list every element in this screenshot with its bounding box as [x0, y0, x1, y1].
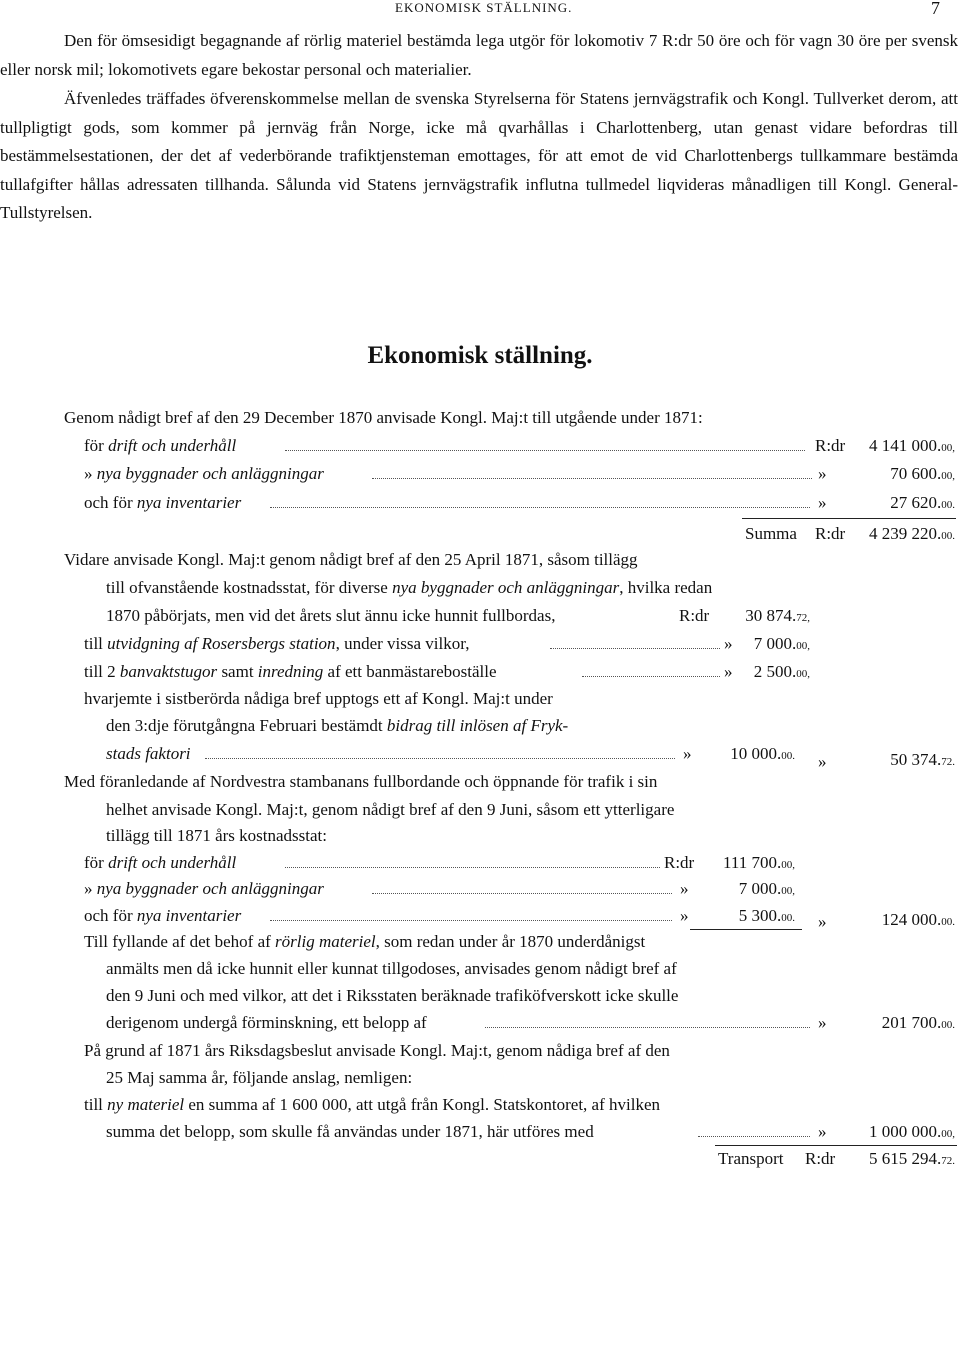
riksdag-line-1: På grund af 1871 års Riksdagsbeslut anvisade Kongl. Maj:t, genom nådiga bref af den — [84, 1041, 670, 1060]
sum-rule — [742, 518, 956, 519]
currency-mark: R:dr — [664, 853, 695, 872]
dot-leader — [270, 920, 672, 921]
april-grant-rosersberg: till utvidgning af Rosersbergs station, under vissa vilkor, » 7 000.00, — [84, 634, 810, 653]
amount: 5 300.00. — [738, 906, 795, 925]
currency-mark: R:dr — [805, 1149, 836, 1168]
amount: 4 141 000.00, — [869, 436, 955, 455]
dot-leader — [550, 648, 720, 649]
dot-leader — [698, 1136, 810, 1137]
grant-intro-text: Genom nådigt bref af den 29 December 1870 anvisade Kongl. Maj:t till utgående under 1871: — [64, 408, 703, 427]
dot-leader — [485, 1027, 810, 1028]
ditto-mark: » — [680, 879, 689, 898]
amount: 5 615 294.72. — [869, 1149, 955, 1168]
riksdag-line-2: 25 Maj samma år, följande anslag, nemligen: — [106, 1068, 413, 1087]
total-amount: 124 000.00. — [881, 910, 955, 929]
april-grant-frykstad: stads faktori » 10 000.00. » 50 374.72. — [106, 744, 955, 771]
riksdag-line-4: summa det belopp, som skulle få användas under 1871, här utföres med » 1 000 000.00, — [106, 1122, 955, 1141]
row-item-label: drift och underhåll — [108, 436, 237, 455]
grant-row-drift — [0, 436, 960, 462]
page-header — [0, 0, 960, 24]
currency-mark: R:dr — [679, 606, 710, 625]
ditto-mark: » — [724, 634, 733, 653]
ditto-mark: » — [818, 1013, 827, 1032]
row-prefix: för — [84, 436, 109, 455]
northwest-row-inventory: och för nya inventarier » 5 300.00. » 124 000.00. — [84, 906, 955, 931]
row-prefix: » — [84, 464, 97, 483]
grant-row-inventory — [0, 493, 960, 519]
paragraph-rolling-stock-lease: Den för ömsesidigt begagnande af rörlig materiel bestämda lega utgör för lokomotiv 7 R:dr 50 öre och för vagn 30 öre per svensk eller norsk mil; lokomotivets egare bekostar personal och materialier. — [0, 31, 958, 79]
dot-leader — [372, 478, 812, 479]
currency-mark: R:dr — [815, 436, 846, 455]
total-amount: 201 700.00. — [881, 1013, 955, 1032]
row-item-label: nya byggnader och anläggningar — [96, 464, 324, 483]
currency-mark: R:dr — [815, 524, 846, 543]
northwest-row-buildings: » nya byggnader och anläggningar » 7 000.00, — [84, 879, 795, 898]
ditto-mark: » — [680, 906, 689, 925]
sub-rule — [690, 929, 802, 930]
transport-row — [0, 1149, 960, 1175]
paragraph-customs-agreement: Äfvenledes träffades öfverenskommelse mellan de svenska Styrelserna för Statens jernvägstrafik och Kongl. Tullverket derom, att tullpligtigt gods, som kommer på jernväg från Norge, icke må qvarhållas i Charlottenberg, utan genast vidare befordras till bestämmelsestationen, der det af vederbörande trafiktjensteman emottages, för att emot de vid Charlottenbergs tullkammare bestämda tullafgifter hållas adressaten tillhanda. Sålunda vid Statens jernvägstrafik influtna tullmedel liqvideras månadligen till Kongl. General-Tullstyrelsen. — [0, 89, 958, 222]
april-grant-line-2: till ofvanstående kostnadsstat, för diverse nya byggnader och anläggningar, hvilka redan — [106, 578, 713, 597]
rolling-stock-line-3: den 9 Juni och med vilkor, att det i Riksstaten beräknade trafiköfverskott icke skulle — [106, 986, 679, 1005]
riksdag-line-3: till ny materiel en summa af 1 600 000, att utgå från Kongl. Statskontoret, af hvilken — [84, 1095, 661, 1114]
dot-leader — [205, 758, 675, 759]
amount: 10 000.00. — [730, 744, 795, 763]
amount: 27 620.00. — [890, 493, 955, 512]
ditto-mark: » — [683, 744, 692, 763]
northwest-line-3: tillägg till 1871 års kostnadsstat: — [106, 826, 327, 845]
grant-intro-line — [0, 408, 960, 434]
dot-leader — [285, 450, 805, 451]
april-grant-line-3: 1870 påbörjats, men vid det årets slut ännu icke hunnit fullbordas, R:dr 30 874.72, — [106, 606, 810, 625]
ditto-mark: » — [818, 493, 827, 512]
rolling-stock-line-1: Till fyllande af det behof af rörlig materiel, som redan under år 1870 underdånigst — [84, 932, 646, 951]
ditto-mark: » — [724, 662, 733, 681]
northwest-row-drift: för drift och underhåll R:dr 111 700.00, — [84, 853, 795, 872]
rolling-stock-line-4: derigenom undergå förminskning, ett belopp af » 201 700.00. — [106, 1013, 955, 1032]
amount: 70 600.00, — [890, 464, 955, 483]
amount: 111 700.00, — [723, 853, 795, 872]
dot-leader — [372, 893, 672, 894]
dot-leader — [270, 507, 810, 508]
ditto-mark: » — [818, 464, 827, 483]
april-grant-banvakt: till 2 banvaktstugor samt inredning af ett banmästareboställe » 2 500.00, — [84, 662, 810, 681]
amount: 4 239 220.00. — [869, 524, 955, 543]
total-amount: 1 000 000.00, — [869, 1122, 955, 1141]
transport-rule — [715, 1145, 957, 1146]
summa-label: Summa — [745, 524, 797, 543]
transport-label: Transport — [718, 1149, 784, 1168]
ditto-mark: » — [818, 912, 827, 931]
running-head: EKONOMISK STÄLLNING. — [395, 0, 573, 15]
rolling-stock-line-2: anmälts men då icke hunnit eller kunnat tillgodoses, anvisades genom nådigt bref af — [106, 959, 677, 978]
april-grant-line-7: den 3:dje förutgångna Februari bestämdt bidrag till inlösen af Fryk- — [106, 716, 569, 735]
ditto-mark: » — [818, 1122, 827, 1141]
amount: 2 500.00, — [753, 662, 810, 681]
grant-row-buildings — [0, 464, 960, 490]
total-amount: 50 374.72. — [890, 750, 955, 769]
section-title: Ekonomisk ställning. — [367, 342, 593, 369]
april-grant-line-1: Vidare anvisade Kongl. Maj:t genom nådigt bref af den 25 April 1871, såsom tillägg — [64, 550, 638, 569]
dot-leader — [582, 676, 720, 677]
amount: 7 000.00, — [738, 879, 795, 898]
dot-leader — [285, 867, 660, 868]
row-prefix: och för — [84, 493, 137, 512]
amount: 7 000.00, — [753, 634, 810, 653]
row-item-label: nya inventarier — [136, 493, 242, 512]
northwest-line-2: helhet anvisade Kongl. Maj:t, genom nådigt bref af den 9 Juni, såsom ett ytterligare — [106, 800, 675, 819]
page-number: 7 — [931, 0, 940, 18]
ditto-mark: » — [818, 752, 827, 771]
amount: 30 874.72, — [745, 606, 810, 625]
april-grant-line-6: hvarjemte i sistberörda nådiga bref upptogs ett af Kongl. Maj:t under — [84, 689, 553, 708]
northwest-line-1: Med föranledande af Nordvestra stambanans fullbordande och öppnande för trafik i sin — [64, 772, 658, 791]
grant-summa-row — [0, 524, 960, 550]
